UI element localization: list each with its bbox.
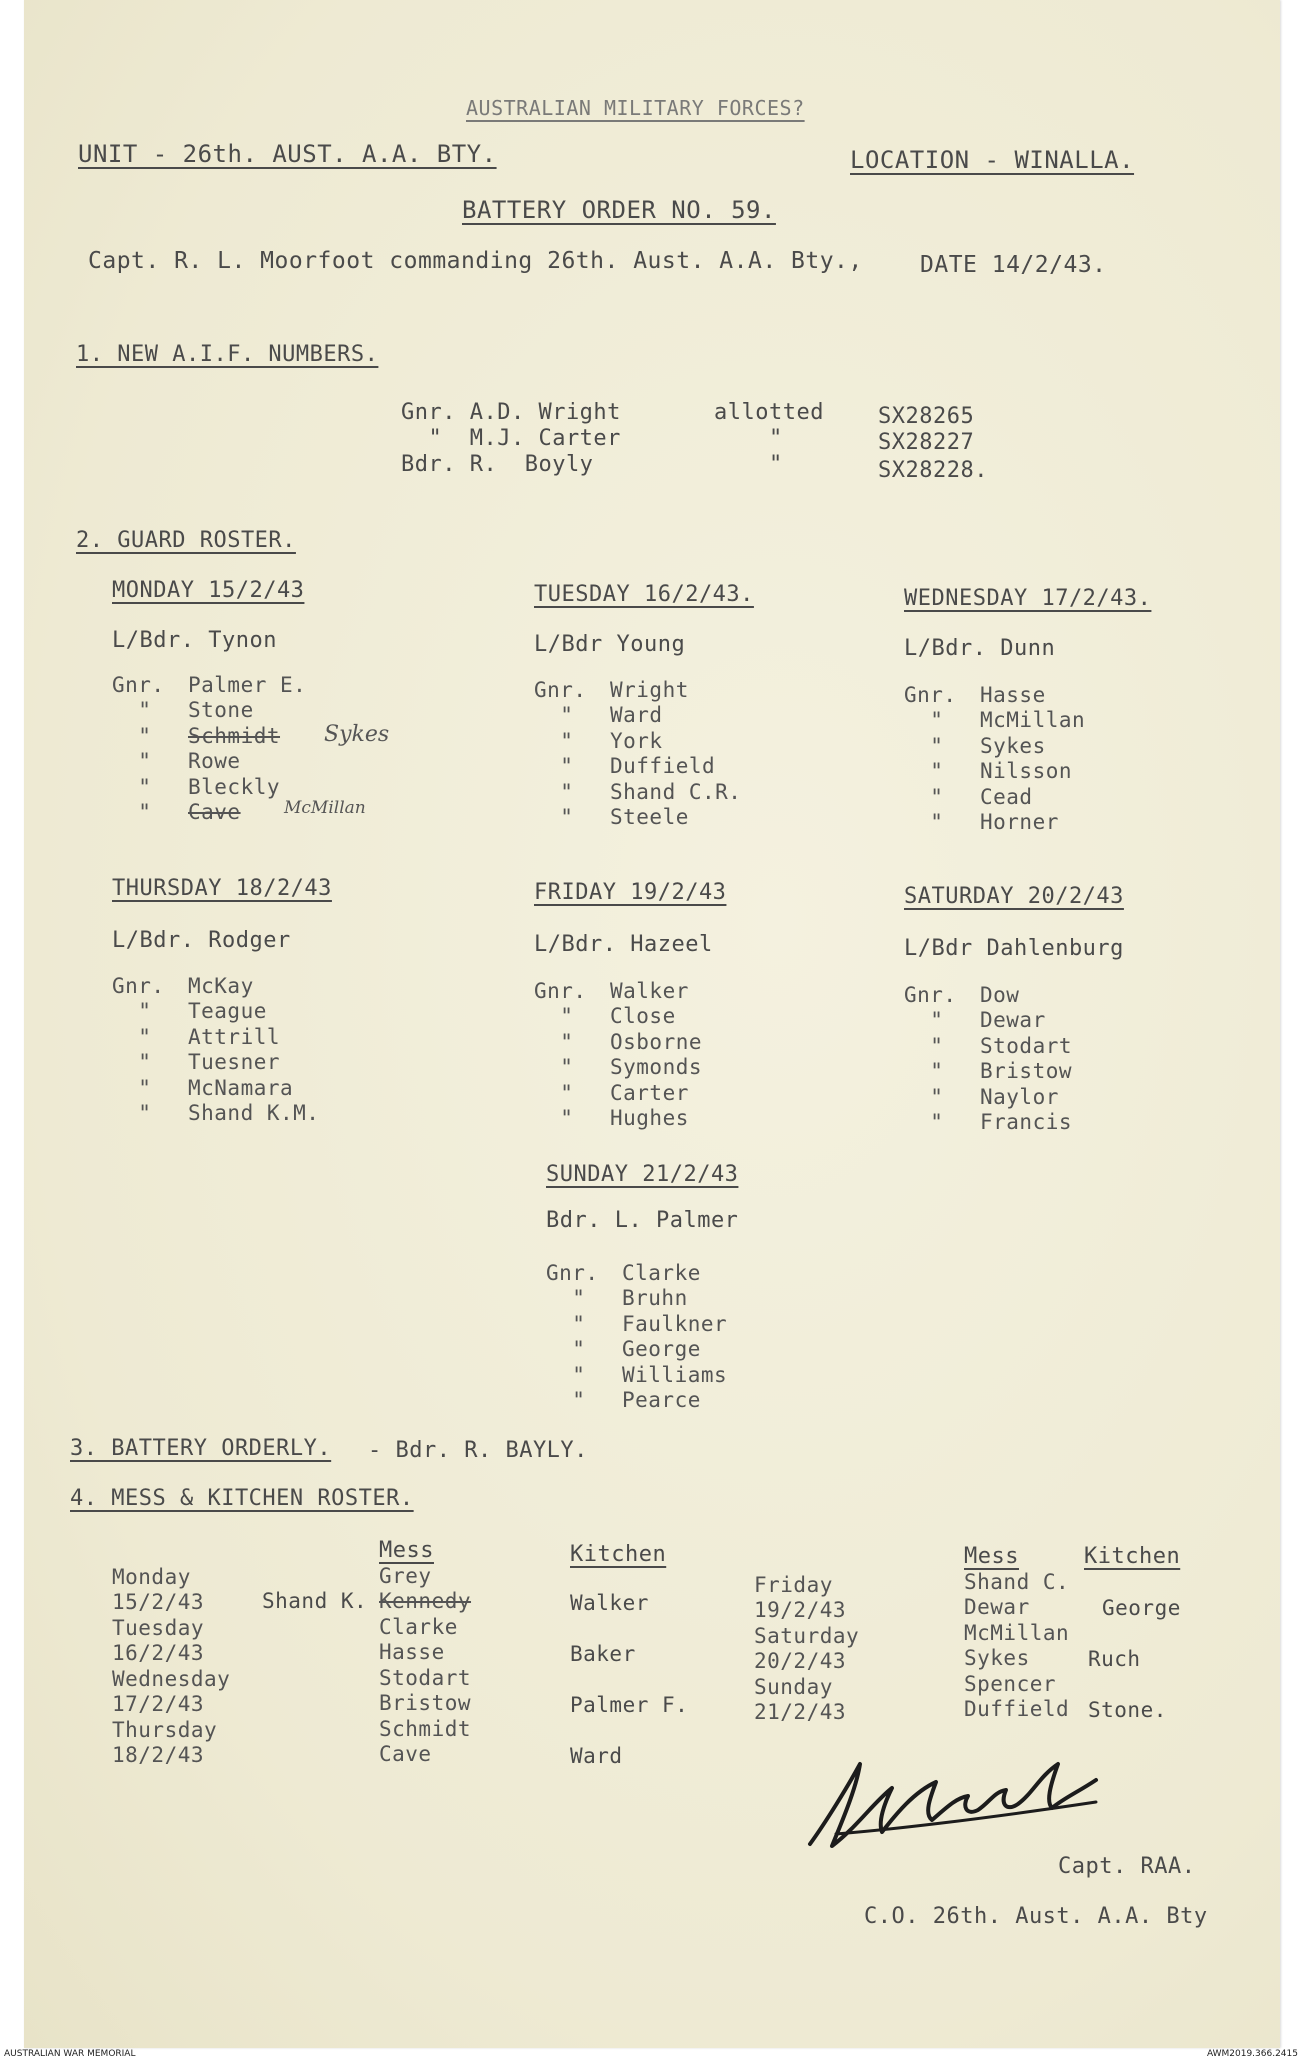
mess-header-right: Mess <box>964 1544 1019 1569</box>
roster-row: " York <box>534 728 663 753</box>
roster-name: McMillan <box>980 708 1086 733</box>
roster-name: Duffield <box>610 754 716 779</box>
roster-name: Hughes <box>610 1106 689 1131</box>
roster-name: Steele <box>610 805 689 830</box>
day-cell: 21/2/43 <box>754 1700 847 1725</box>
roster-name: Osborne <box>610 1029 703 1054</box>
footer-accession: AWM2019.366.2415 <box>1206 2049 1298 2059</box>
roster-name: Teague <box>188 999 267 1024</box>
roster-row: " Steele <box>534 805 689 830</box>
roster-friday <box>534 978 702 1131</box>
document-page <box>24 0 1280 2048</box>
day-heading-tuesday: TUESDAY 16/2/43. <box>534 582 754 607</box>
roster-row: " Shand C.R. <box>534 779 742 804</box>
lead-friday: L/Bdr. Hazeel <box>534 932 713 957</box>
footer-institution: AUSTRALIAN WAR MEMORIAL <box>4 2049 136 2059</box>
roster-row: " Duffield <box>534 754 716 779</box>
aif-number-2: SX28227 <box>878 430 975 455</box>
day-heading-saturday: SATURDAY 20/2/43 <box>904 884 1124 909</box>
roster-name: Faulkner <box>622 1311 728 1336</box>
mess-header-left: Mess <box>379 1538 434 1563</box>
roster-name: Dow <box>980 982 1020 1007</box>
section-2-heading: 2. GUARD ROSTER. <box>76 528 296 553</box>
roster-name: McKay <box>188 973 254 998</box>
day-cell: Tuesday <box>112 1615 205 1640</box>
roster-name: Cead <box>980 784 1033 809</box>
kitchen-name: Ruch <box>1088 1647 1141 1671</box>
roster-name: Shand K.M. <box>188 1101 320 1126</box>
day-cell: 15/2/43 <box>112 1590 205 1615</box>
roster-name: Horner <box>980 810 1059 835</box>
roster-row: " Cave <box>112 800 241 825</box>
aif-number-3: SX28228. <box>878 458 988 483</box>
roster-name: Bristow <box>980 1059 1073 1084</box>
aif-name-1: Gnr. A.D. Wright <box>401 400 621 425</box>
roster-sunday <box>546 1260 727 1413</box>
day-cell: Wednesday <box>112 1666 231 1691</box>
roster-name: Francis <box>980 1110 1073 1135</box>
mess-days-right <box>754 1572 859 1725</box>
aif-number-1: SX28265 <box>878 404 975 429</box>
day-cell: Saturday <box>754 1623 860 1648</box>
rank-label: Gnr. <box>546 1260 599 1285</box>
commander-signature <box>796 1742 1116 1857</box>
roster-name: Wright <box>610 677 689 702</box>
roster-row: " Stone <box>112 698 254 723</box>
day-cell: Monday <box>112 1564 191 1589</box>
mess-name: Hasse <box>379 1640 445 1665</box>
roster-row <box>904 982 1072 1008</box>
roster-name: Symonds <box>610 1055 703 1080</box>
day-heading-sunday: SUNDAY 21/2/43 <box>546 1162 739 1187</box>
roster-row: " Ward <box>534 703 663 728</box>
kitchen-header-right: Kitchen <box>1084 1544 1181 1569</box>
roster-row <box>112 672 306 698</box>
roster-row: " Symonds <box>534 1055 703 1080</box>
roster-row: " Osborne <box>534 1029 703 1054</box>
mess-name: Grey <box>379 1563 432 1588</box>
rank-label: Gnr. <box>112 672 165 697</box>
roster-name: Rowe <box>188 749 241 774</box>
roster-row: " Rowe <box>112 749 241 774</box>
roster-name: Ward <box>610 703 663 728</box>
roster-name: George <box>622 1337 701 1362</box>
roster-name: Stodart <box>980 1033 1073 1058</box>
section-1-heading: 1. NEW A.I.F. NUMBERS. <box>76 342 379 367</box>
battery-orderly: - Bdr. R. BAYLY. <box>368 1438 588 1463</box>
rank-label: Gnr. <box>534 677 587 702</box>
roster-thursday <box>112 973 319 1126</box>
roster-name: Naylor <box>980 1084 1059 1109</box>
roster-saturday <box>904 982 1072 1135</box>
kitchen-name: George <box>1102 1596 1181 1620</box>
roster-row: " Williams <box>546 1362 728 1387</box>
lead-sunday: Bdr. L. Palmer <box>546 1208 739 1233</box>
roster-row: " Bleckly <box>112 774 281 799</box>
rank-label: Gnr. <box>534 978 587 1003</box>
roster-name: Schmidt <box>188 723 281 748</box>
rank-label: Gnr. <box>904 682 957 707</box>
roster-row <box>112 973 319 999</box>
roster-name: Cave <box>188 800 241 825</box>
roster-row: " Stodart <box>904 1033 1073 1058</box>
aif-name-3: Bdr. R. Boyly <box>401 452 594 477</box>
roster-name: Dewar <box>980 1008 1046 1033</box>
day-heading-friday: FRIDAY 19/2/43 <box>534 880 727 905</box>
aif-word-3: " <box>714 452 783 477</box>
section-4-heading: 4. MESS & KITCHEN ROSTER. <box>70 1486 414 1511</box>
mess-name: Sykes <box>964 1646 1030 1671</box>
roster-row: " Bruhn <box>546 1286 688 1311</box>
day-cell: 20/2/43 <box>754 1649 847 1674</box>
kitchen-name: Stone. <box>1088 1698 1167 1722</box>
day-cell: Thursday <box>112 1717 218 1742</box>
roster-name: Hasse <box>980 682 1046 707</box>
mess-days-left <box>112 1564 230 1768</box>
mess-name: Spencer <box>964 1671 1057 1696</box>
roster-row <box>546 1260 727 1286</box>
roster-name: Clarke <box>622 1260 701 1285</box>
commander-line: Capt. R. L. Moorfoot commanding 26th. Aust. A.A. Bty., <box>88 248 863 274</box>
day-cell: 16/2/43 <box>112 1641 205 1666</box>
mess-name: Cave <box>379 1742 432 1767</box>
roster-name: Sykes <box>980 733 1046 758</box>
kitchen-name: Walker <box>570 1591 649 1615</box>
day-cell: 19/2/43 <box>754 1598 847 1623</box>
signatory-rank: Capt. RAA. <box>1058 1854 1196 1879</box>
day-heading-monday: MONDAY 15/2/43 <box>112 578 305 603</box>
order-number: BATTERY ORDER NO. 59. <box>462 196 776 224</box>
roster-name: Shand C.R. <box>610 779 742 804</box>
roster-name: Pearce <box>622 1388 701 1413</box>
roster-name: Close <box>610 1004 676 1029</box>
roster-tuesday <box>534 677 741 830</box>
roster-name: Nilsson <box>980 759 1073 784</box>
mess-name: Clarke <box>379 1614 458 1639</box>
roster-row: " Tuesner <box>112 1050 281 1075</box>
aif-word-2: " <box>714 426 783 451</box>
lead-tuesday: L/Bdr Young <box>534 632 686 657</box>
force-title: AUSTRALIAN MILITARY FORCES? <box>466 96 805 120</box>
roster-row: " Close <box>534 1004 676 1029</box>
roster-row: " Sykes <box>904 733 1046 758</box>
handwritten-mcmillan: McMillan <box>284 798 366 818</box>
rank-label: Gnr. <box>112 973 165 998</box>
roster-row: " Horner <box>904 810 1059 835</box>
kitchen-name: Ward <box>570 1744 623 1768</box>
section-3-heading: 3. BATTERY ORDERLY. <box>70 1436 332 1461</box>
mess-extra-left: Shand K. <box>262 1589 368 1613</box>
roster-row: " Shand K.M. <box>112 1101 320 1126</box>
mess-name: Schmidt <box>379 1716 472 1741</box>
roster-row <box>904 682 1085 708</box>
handwritten-sykes: Sykes <box>324 722 390 747</box>
roster-row: " Cead <box>904 784 1033 809</box>
kitchen-name: Baker <box>570 1642 636 1666</box>
roster-name: Williams <box>622 1362 728 1387</box>
roster-monday <box>112 672 306 825</box>
roster-row: " Faulkner <box>546 1311 728 1336</box>
location-line: LOCATION - WINALLA. <box>850 146 1135 174</box>
roster-row: " Dewar <box>904 1008 1046 1033</box>
roster-name: Attrill <box>188 1024 281 1049</box>
roster-row: " Bristow <box>904 1059 1073 1084</box>
signatory-title: C.O. 26th. Aust. A.A. Bty <box>864 1904 1208 1929</box>
mess-names-right <box>964 1569 1069 1722</box>
roster-row <box>534 978 702 1004</box>
mess-name: Dewar <box>964 1595 1030 1620</box>
lead-monday: L/Bdr. Tynon <box>112 628 277 653</box>
roster-name: Stone <box>188 698 254 723</box>
lead-wednesday: L/Bdr. Dunn <box>904 636 1056 661</box>
roster-row: " Nilsson <box>904 759 1073 784</box>
roster-name: Walker <box>610 978 689 1003</box>
mess-name: Bristow <box>379 1691 472 1716</box>
mess-names-left <box>379 1563 471 1767</box>
roster-name: Palmer E. <box>188 672 307 697</box>
aif-name-2: " M.J. Carter <box>401 426 621 451</box>
day-heading-thursday: THURSDAY 18/2/43 <box>112 876 332 901</box>
roster-row: " Schmidt <box>112 723 281 748</box>
day-cell: 18/2/43 <box>112 1743 205 1768</box>
mess-name: Duffield <box>964 1697 1070 1722</box>
roster-row: " Pearce <box>546 1388 701 1413</box>
roster-wednesday <box>904 682 1085 835</box>
order-date: DATE 14/2/43. <box>920 252 1107 278</box>
roster-row: " George <box>546 1337 701 1362</box>
roster-name: Bruhn <box>622 1286 688 1311</box>
roster-name: Bleckly <box>188 774 281 799</box>
lead-thursday: L/Bdr. Rodger <box>112 928 291 953</box>
kitchen-header-left: Kitchen <box>570 1542 667 1567</box>
archive-footer <box>0 2049 1304 2061</box>
lead-saturday: L/Bdr Dahlenburg <box>904 936 1124 961</box>
mess-name: McMillan <box>964 1620 1070 1645</box>
day-cell: Friday <box>754 1572 833 1597</box>
roster-row: " Naylor <box>904 1084 1059 1109</box>
roster-name: McNamara <box>188 1075 294 1100</box>
day-cell: 17/2/43 <box>112 1692 205 1717</box>
roster-row: " Francis <box>904 1110 1073 1135</box>
roster-row: " Hughes <box>534 1106 689 1131</box>
mess-name: Shand C. <box>964 1569 1070 1594</box>
roster-row: " Teague <box>112 999 267 1024</box>
aif-word-1: allotted <box>714 400 824 425</box>
mess-name: Kennedy <box>379 1589 472 1614</box>
roster-name: York <box>610 728 663 753</box>
roster-name: Carter <box>610 1080 689 1105</box>
roster-row: " McNamara <box>112 1075 294 1100</box>
kitchen-name: Palmer F. <box>570 1693 689 1717</box>
day-heading-wednesday: WEDNESDAY 17/2/43. <box>904 586 1152 611</box>
roster-name: Tuesner <box>188 1050 281 1075</box>
roster-row: " McMillan <box>904 708 1086 733</box>
day-cell: Sunday <box>754 1674 833 1699</box>
roster-row <box>534 677 741 703</box>
roster-row: " Attrill <box>112 1024 281 1049</box>
roster-row: " Carter <box>534 1080 689 1105</box>
mess-name: Stodart <box>379 1665 472 1690</box>
rank-label: Gnr. <box>904 982 957 1007</box>
unit-line: UNIT - 26th. AUST. A.A. BTY. <box>78 140 497 168</box>
